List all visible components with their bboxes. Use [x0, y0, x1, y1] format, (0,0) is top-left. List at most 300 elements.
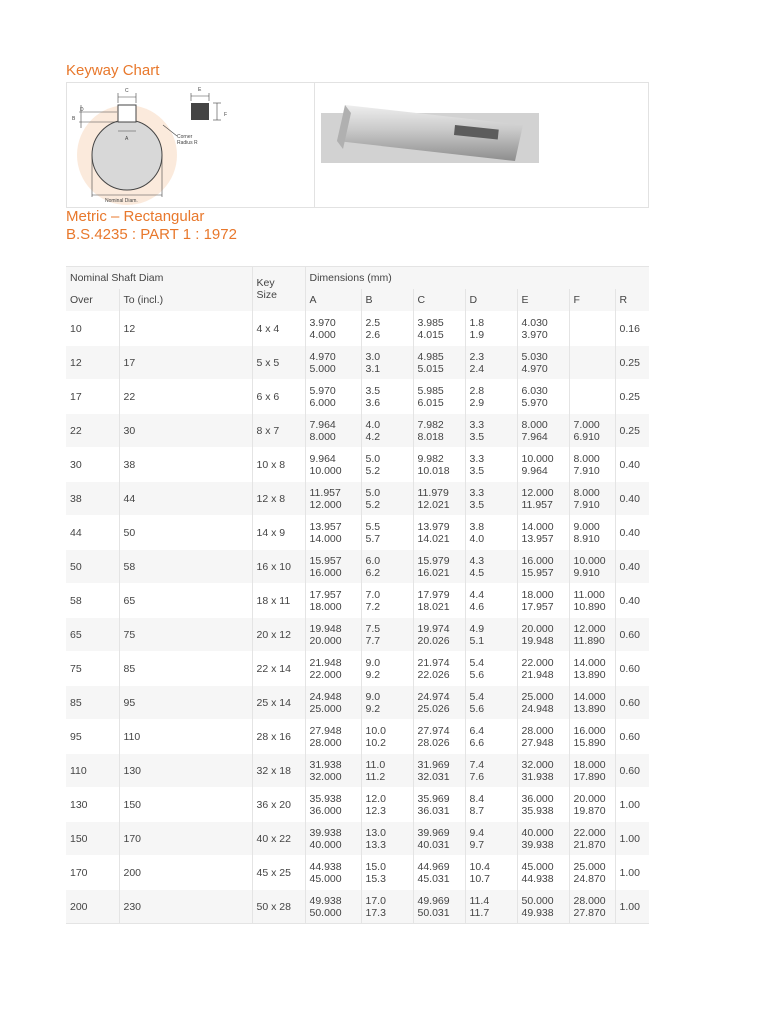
cell-over: 95	[66, 720, 119, 754]
cell-e-max: 14.000	[521, 520, 554, 533]
table-row	[66, 380, 649, 414]
cell-f	[569, 856, 615, 890]
cell-c	[413, 516, 465, 550]
cell-f	[569, 550, 615, 584]
cell-f-min: 19.870	[573, 804, 606, 817]
cell-a-max: 49.938	[309, 894, 342, 907]
cell-a-max: 15.957	[309, 554, 342, 567]
cell-a	[305, 312, 361, 346]
cell-f-max: 8.000	[573, 452, 600, 465]
cell-d-max: 3.8	[469, 520, 485, 533]
cell-a	[305, 652, 361, 686]
cell-a	[305, 346, 361, 380]
label-radius: Radius R	[177, 140, 198, 146]
cell-c-max: 44.969	[417, 860, 450, 873]
cell-key: 16 x 10	[252, 550, 305, 584]
cell-e-max: 4.030	[521, 316, 548, 329]
cell-a	[305, 380, 361, 414]
cell-d-min: 11.7	[469, 906, 490, 919]
label-f: F	[224, 112, 228, 118]
standard-name: Metric – Rectangular	[66, 208, 205, 225]
cell-d-min: 6.6	[469, 736, 485, 749]
cell-b-max: 2.5	[365, 316, 381, 329]
cell-b-max: 7.5	[365, 622, 381, 635]
cell-c-min: 32.031	[417, 770, 450, 783]
cell-e-min: 13.957	[521, 532, 554, 545]
cell-d-max: 4.3	[469, 554, 485, 567]
cell-e-min: 17.957	[521, 600, 554, 613]
cell-r: 0.25	[615, 380, 649, 414]
cell-a	[305, 788, 361, 822]
cell-key: 8 x 7	[252, 414, 305, 448]
cell-e-min: 5.970	[521, 396, 548, 409]
cell-key: 5 x 5	[252, 346, 305, 380]
header-b: B	[361, 289, 413, 312]
cell-key: 18 x 11	[252, 584, 305, 618]
cell-e-max: 8.000	[521, 418, 548, 431]
cell-a-max: 4.970	[309, 350, 336, 363]
cell-b-max: 11.0	[365, 758, 386, 771]
cell-c-max: 7.982	[417, 418, 444, 431]
cell-c-max: 5.985	[417, 384, 444, 397]
label-e: E	[198, 87, 202, 93]
key-steel-image	[315, 83, 648, 207]
cell-e-max: 45.000	[521, 860, 554, 873]
label-a: A	[125, 136, 129, 142]
cell-f	[569, 482, 615, 516]
header-d: D	[465, 289, 517, 312]
cell-b-max: 10.0	[365, 724, 386, 737]
cell-f-max: 7.000	[573, 418, 600, 431]
cell-a-max: 17.957	[309, 588, 342, 601]
cell-d	[465, 312, 517, 346]
cell-r: 0.40	[615, 516, 649, 550]
table-row	[66, 890, 649, 924]
cell-c-min: 25.026	[417, 702, 450, 715]
cell-to: 170	[119, 822, 252, 856]
cell-b-max: 4.0	[365, 418, 381, 431]
cell-e-max: 25.000	[521, 690, 554, 703]
cell-b	[361, 856, 413, 890]
label-d: D	[80, 107, 84, 113]
cell-r: 0.60	[615, 754, 649, 788]
cell-e-max: 50.000	[521, 894, 554, 907]
cell-c	[413, 312, 465, 346]
cell-to: 44	[119, 482, 252, 516]
cell-e	[517, 652, 569, 686]
cell-f-max: 16.000	[573, 724, 606, 737]
cell-c	[413, 584, 465, 618]
cell-a-max: 39.938	[309, 826, 342, 839]
cell-d	[465, 788, 517, 822]
cell-f-min: 21.870	[573, 838, 606, 851]
cell-over: 44	[66, 516, 119, 550]
cell-c-max: 35.969	[417, 792, 450, 805]
cell-f	[569, 448, 615, 482]
cell-f-min: 6.910	[573, 430, 600, 443]
cell-d-min: 8.7	[469, 804, 485, 817]
cell-c-min: 5.015	[417, 362, 444, 375]
cell-a	[305, 482, 361, 516]
cell-b-min: 13.3	[365, 838, 386, 851]
cell-f	[569, 822, 615, 856]
cell-f-min: 9.910	[573, 566, 600, 579]
cell-c-max: 31.969	[417, 758, 450, 771]
cell-e-min: 19.948	[521, 634, 554, 647]
cell-key: 40 x 22	[252, 822, 305, 856]
cell-d	[465, 652, 517, 686]
cell-d	[465, 550, 517, 584]
cell-e	[517, 754, 569, 788]
cell-f	[569, 346, 615, 380]
cell-d-min: 9.7	[469, 838, 485, 851]
cell-e	[517, 414, 569, 448]
cell-c-max: 3.985	[417, 316, 444, 329]
cell-f-min: 24.870	[573, 872, 606, 885]
cell-a-max: 19.948	[309, 622, 342, 635]
cell-to: 58	[119, 550, 252, 584]
cell-c-min: 20.026	[417, 634, 450, 647]
cell-d-min: 4.6	[469, 600, 485, 613]
header-r: R	[615, 289, 649, 312]
cell-b-max: 5.0	[365, 452, 381, 465]
cell-r: 1.00	[615, 856, 649, 890]
cell-a-max: 11.957	[309, 486, 341, 499]
label-corner: Corner	[177, 134, 193, 140]
cell-c	[413, 754, 465, 788]
cell-to: 12	[119, 312, 252, 346]
cell-d	[465, 448, 517, 482]
cell-d	[465, 584, 517, 618]
cell-e	[517, 346, 569, 380]
cell-e-max: 22.000	[521, 656, 554, 669]
cell-r: 1.00	[615, 890, 649, 924]
table-row	[66, 686, 649, 720]
cell-d-min: 5.6	[469, 668, 485, 681]
cell-b	[361, 380, 413, 414]
cell-f-max: 18.000	[573, 758, 606, 771]
table-row	[66, 856, 649, 890]
cell-f	[569, 516, 615, 550]
cell-r: 0.16	[615, 312, 649, 346]
cell-c-min: 22.026	[417, 668, 450, 681]
cell-d-max: 2.8	[469, 384, 485, 397]
cell-r: 0.60	[615, 686, 649, 720]
cell-a-min: 50.000	[309, 906, 342, 919]
cell-e-min: 31.938	[521, 770, 554, 783]
cell-e-min: 9.964	[521, 464, 548, 477]
cell-b-min: 9.2	[365, 702, 381, 715]
cell-e	[517, 822, 569, 856]
cell-c-min: 18.021	[417, 600, 450, 613]
cell-a-max: 35.938	[309, 792, 342, 805]
table-row	[66, 346, 649, 380]
cell-d-max: 2.3	[469, 350, 485, 363]
cell-f-max: 9.000	[573, 520, 600, 533]
cell-over: 17	[66, 380, 119, 414]
cell-r: 0.25	[615, 414, 649, 448]
cell-f	[569, 584, 615, 618]
cell-c-max: 24.974	[417, 690, 450, 703]
cell-b-max: 9.0	[365, 690, 381, 703]
table-row	[66, 822, 649, 856]
table-row	[66, 448, 649, 482]
cell-f-min: 11.890	[573, 634, 605, 647]
cell-a	[305, 686, 361, 720]
header-key-line1: Key	[256, 277, 275, 289]
cell-a	[305, 856, 361, 890]
cell-b	[361, 550, 413, 584]
cell-e	[517, 890, 569, 924]
cell-b-min: 5.7	[365, 532, 381, 545]
cell-a	[305, 890, 361, 924]
cell-b	[361, 618, 413, 652]
cell-c-max: 49.969	[417, 894, 450, 907]
cell-c	[413, 482, 465, 516]
cell-e-max: 20.000	[521, 622, 554, 635]
cell-to: 22	[119, 380, 252, 414]
cell-e	[517, 856, 569, 890]
cell-c-min: 12.021	[417, 498, 450, 511]
table-row	[66, 312, 649, 346]
cell-e-min: 21.948	[521, 668, 554, 681]
cell-c-min: 16.021	[417, 566, 450, 579]
cell-b-max: 5.0	[365, 486, 381, 499]
cell-f-max: 14.000	[573, 690, 606, 703]
cell-to: 75	[119, 618, 252, 652]
cell-f-min: 13.890	[573, 702, 606, 715]
cell-to: 110	[119, 720, 252, 754]
cell-d-min: 3.5	[469, 464, 485, 477]
table-row	[66, 584, 649, 618]
cell-a-min: 36.000	[309, 804, 342, 817]
cell-e-max: 10.000	[521, 452, 554, 465]
table-row	[66, 788, 649, 822]
cell-b	[361, 686, 413, 720]
cell-c-min: 4.015	[417, 328, 444, 341]
cell-a-max: 9.964	[309, 452, 336, 465]
cell-f	[569, 652, 615, 686]
shaft-section	[92, 120, 162, 190]
cell-to: 95	[119, 686, 252, 720]
cell-to: 85	[119, 652, 252, 686]
table-row	[66, 516, 649, 550]
key-profile	[191, 103, 209, 120]
cell-a-max: 24.948	[309, 690, 342, 703]
cell-f	[569, 414, 615, 448]
cell-f-min: 7.910	[573, 464, 600, 477]
cell-f-min: 10.890	[573, 600, 606, 613]
cell-e	[517, 686, 569, 720]
cell-c-max: 39.969	[417, 826, 450, 839]
cell-b-min: 3.6	[365, 396, 381, 409]
cell-a-min: 16.000	[309, 566, 342, 579]
cell-d-min: 3.5	[469, 498, 485, 511]
cell-a-max: 21.948	[309, 656, 342, 669]
cell-key: 36 x 20	[252, 788, 305, 822]
cell-c-max: 9.982	[417, 452, 444, 465]
cell-e-min: 11.957	[521, 498, 553, 511]
cell-b-min: 15.3	[365, 872, 386, 885]
cell-r: 0.40	[615, 550, 649, 584]
cell-d	[465, 890, 517, 924]
cell-b	[361, 890, 413, 924]
cell-d-max: 7.4	[469, 758, 485, 771]
cell-a	[305, 448, 361, 482]
cell-e-max: 18.000	[521, 588, 554, 601]
cell-r: 0.60	[615, 618, 649, 652]
cell-c-min: 8.018	[417, 430, 444, 443]
cell-c	[413, 414, 465, 448]
cell-e	[517, 720, 569, 754]
cell-c-max: 17.979	[417, 588, 450, 601]
cell-e-min: 4.970	[521, 362, 548, 375]
cell-b-max: 7.0	[365, 588, 381, 601]
cell-e	[517, 550, 569, 584]
cell-e-min: 15.957	[521, 566, 554, 579]
cell-e	[517, 618, 569, 652]
cell-b-min: 9.2	[365, 668, 381, 681]
cell-a-min: 20.000	[309, 634, 342, 647]
cell-a-max: 44.938	[309, 860, 342, 873]
cell-a	[305, 618, 361, 652]
cell-b	[361, 754, 413, 788]
cell-b-min: 10.2	[365, 736, 386, 749]
cell-d	[465, 516, 517, 550]
table-row	[66, 652, 649, 686]
cell-key: 32 x 18	[252, 754, 305, 788]
cell-d	[465, 414, 517, 448]
cell-key: 28 x 16	[252, 720, 305, 754]
cell-b	[361, 516, 413, 550]
cell-b-min: 7.2	[365, 600, 381, 613]
cell-d-min: 10.7	[469, 872, 490, 885]
cell-c	[413, 346, 465, 380]
cell-b-min: 6.2	[365, 566, 381, 579]
table-row	[66, 754, 649, 788]
cell-e-max: 12.000	[521, 486, 554, 499]
cell-b	[361, 312, 413, 346]
cell-e-min: 35.938	[521, 804, 554, 817]
cell-to: 50	[119, 516, 252, 550]
header-key-size	[252, 267, 305, 312]
header-to: To (incl.)	[119, 289, 252, 312]
cell-a	[305, 414, 361, 448]
cell-d-max: 4.4	[469, 588, 485, 601]
cell-b-max: 6.0	[365, 554, 381, 567]
cell-f	[569, 754, 615, 788]
cell-a-min: 25.000	[309, 702, 342, 715]
cell-b	[361, 414, 413, 448]
cell-over: 130	[66, 788, 119, 822]
cell-b	[361, 448, 413, 482]
header-f: F	[569, 289, 615, 312]
cell-b	[361, 584, 413, 618]
header-over: Over	[66, 289, 119, 312]
cell-d-min: 5.1	[469, 634, 485, 647]
cell-a-min: 14.000	[309, 532, 342, 545]
cell-c-max: 27.974	[417, 724, 450, 737]
cell-f-min: 27.870	[573, 906, 606, 919]
cell-a-min: 22.000	[309, 668, 342, 681]
cell-f-max: 22.000	[573, 826, 606, 839]
cell-f-max: 11.000	[573, 588, 605, 601]
cell-e	[517, 482, 569, 516]
cell-f-max: 28.000	[573, 894, 606, 907]
cell-a-min: 45.000	[309, 872, 342, 885]
cell-d-min: 7.6	[469, 770, 485, 783]
cell-d-max: 3.3	[469, 486, 485, 499]
table-row	[66, 720, 649, 754]
header-row-2	[66, 289, 649, 312]
header-key-line2: Size	[256, 289, 277, 301]
cell-c-max: 13.979	[417, 520, 450, 533]
cell-b-min: 11.2	[365, 770, 386, 783]
cell-b-min: 17.3	[365, 906, 386, 919]
cell-a	[305, 720, 361, 754]
cell-d	[465, 482, 517, 516]
cell-a	[305, 754, 361, 788]
cell-e	[517, 380, 569, 414]
cell-d-min: 1.9	[469, 328, 485, 341]
cell-c	[413, 550, 465, 584]
cell-r: 0.40	[615, 482, 649, 516]
cell-b	[361, 788, 413, 822]
header-row-1	[66, 267, 649, 290]
cell-a	[305, 584, 361, 618]
label-nominal: Nominal Diam.	[105, 198, 138, 204]
cell-e-min: 7.964	[521, 430, 548, 443]
cell-r: 1.00	[615, 788, 649, 822]
cell-f-max: 10.000	[573, 554, 606, 567]
cell-f	[569, 618, 615, 652]
cell-c	[413, 380, 465, 414]
keyway-diagram	[66, 82, 315, 208]
cell-e-min: 44.938	[521, 872, 554, 885]
label-c: C	[125, 88, 129, 94]
cell-a-min: 10.000	[309, 464, 342, 477]
cell-c-max: 15.979	[417, 554, 450, 567]
cell-c-max: 19.974	[417, 622, 450, 635]
cell-d	[465, 822, 517, 856]
cell-f-max: 14.000	[573, 656, 606, 669]
cell-b-max: 9.0	[365, 656, 381, 669]
cell-b	[361, 652, 413, 686]
cell-d-max: 9.4	[469, 826, 485, 839]
cell-c-min: 6.015	[417, 396, 444, 409]
cell-a-max: 31.938	[309, 758, 342, 771]
cell-f	[569, 686, 615, 720]
keyway-table	[66, 266, 649, 924]
cell-key: 10 x 8	[252, 448, 305, 482]
cell-over: 110	[66, 754, 119, 788]
cell-f-max: 8.000	[573, 486, 600, 499]
cell-a-min: 4.000	[309, 328, 336, 341]
cell-a-max: 7.964	[309, 418, 336, 431]
cell-b-min: 2.6	[365, 328, 381, 341]
cell-c-max: 11.979	[417, 486, 449, 499]
cell-key: 12 x 8	[252, 482, 305, 516]
cell-e-max: 40.000	[521, 826, 554, 839]
cell-over: 30	[66, 448, 119, 482]
cell-d-min: 3.5	[469, 430, 485, 443]
cell-d-min: 2.9	[469, 396, 485, 409]
page-title: Keyway Chart	[66, 62, 160, 79]
keyway-diagram-drawing	[67, 83, 314, 207]
header-a: A	[305, 289, 361, 312]
cell-to: 38	[119, 448, 252, 482]
cell-e-max: 16.000	[521, 554, 554, 567]
